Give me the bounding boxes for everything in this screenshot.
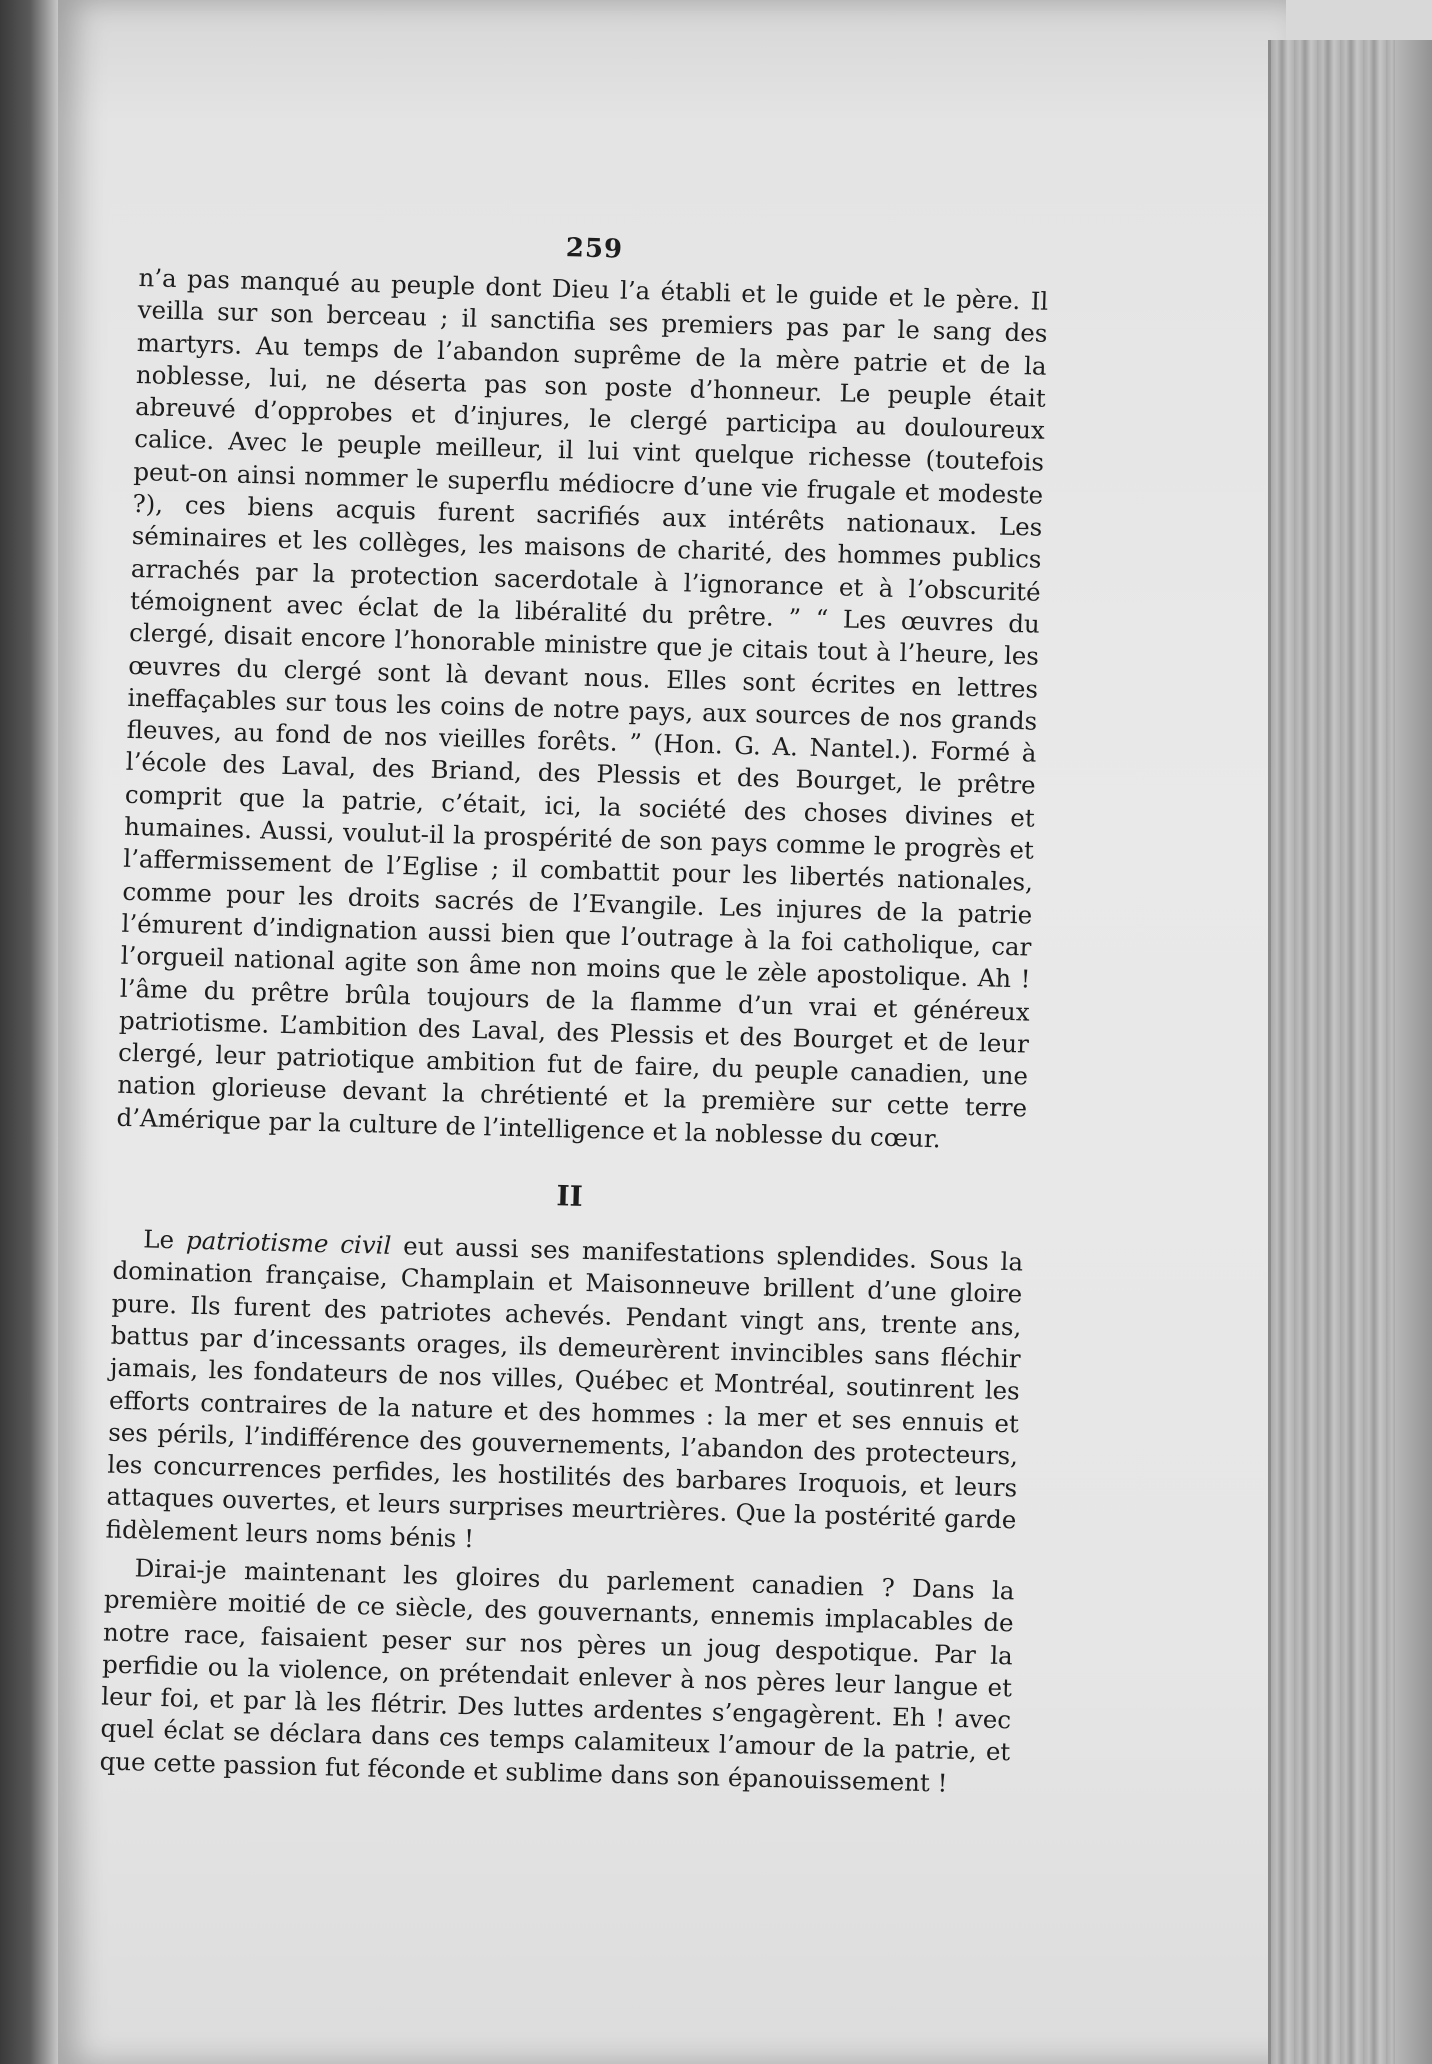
paragraph-parliament: Dirai-je maintenant les gloires du parlement canadien ? Dans la première moitié de ce siècle, des gouvernants, ennemis implacables de notre race, faisaient peser sur nos pères un joug despotique. Par la perfidie ou la violence, on prétendait enlever à nos pères leur langue et leur foi, et par là les flétrir. Des luttes ardentes s’engagèrent. Eh ! avec quel éclat se déclara dans ces temps calamiteux l’amour de la patrie, et que cette passion fut féconde et sublime dans son épanouissement ! (99, 1553, 1015, 1798)
paragraph-clergy-patriotism: n’a pas manqué au peuple dont Dieu l’a établi et le guide et le père. Il veilla sur son berceau ; il sanctifia ses premiers pas par le sang des martyrs. Au temps de l’abandon suprême de la mère patrie et de la noblesse, lui, ne déserta pas son poste d’honneur. Le peuple était abreuvé d’opprobes et d’injures, le clergé participa au douloureux calice. Avec le peuple meilleur, il lui vint quelque richesse (toutefois peut-on ainsi nommer le superflu médiocre d’une vie frugale et modeste ?), ces biens acquis furent sacrifiés aux intérêts nationaux. Les séminaires et les collèges, les maisons de charité, des hommes publics arrachés par la protection sacerdotale à l’ignorance et à l’obscurité témoignent avec éclat de la libéralité du prêtre. ” “ Les œuvres du clergé, disait encore l’honorable ministre que je citais tout à l’heure, les œuvres du clergé sont là devant nous. Elles sont écrites en lettres ineffaçables sur tous les coins de notre pays, aux sources de nos grands fleuves, au fond de nos vieilles forêts. ” (Hon. G. A. Nantel.). Formé à l’école des Laval, des Briand, des Plessis et des Bourget, le prêtre comprit que la patrie, c’était, ici, la société des choses divines et humaines. Aussi, voulut-il la prospérité de son pays comme le progrès et l’affermissement de l’Eglise ; il combattit pour les libertés nationales, comme pour les droits sacrés de l’Evangile. Les injures de la patrie l’émurent d’indignation aussi bien que l’outrage à la foi catholique, car l’orgueil national agite son âme non moins que le zèle apostolique. Ah ! l’âme du prêtre brûla toujours de la flamme d’un vrai et généreux patriotisme. L’ambition des Laval, des Plessis et des Bourget et de leur clergé, leur patriotique ambition fut de faire, du peuple canadien, une nation glorieuse devant la chrétienté et la première sur cette terre d’Amérique par la culture de l’intelligence et la noblesse du cœur. (116, 262, 1049, 1153)
paragraph-civil-patriotism (105, 1223, 1023, 1570)
page-number: 259 (565, 233, 624, 265)
page-text-block (99, 222, 1049, 1801)
paragraph-lead-text: Le (143, 1224, 187, 1255)
section-heading: II (556, 1179, 584, 1213)
book-page-edges (1268, 40, 1432, 2064)
italic-term: patriotisme civil (185, 1225, 392, 1260)
paragraph-body-text: eut aussi ses manifestations splendides. Sous la domination française, Champlain et Maisonneuve brillent d’une gloire pure. Ils furent des patriotes achevés. Pendant vingt ans, trente ans, battus par d’incessants orages, ils demeurèrent invincibles sans fléchir jamais, les fondateurs de nos villes, Québec et Montréal, soutinrent les efforts contraires de la nature et des hommes : la mer et ses ennuis et ses périls, l’indifférence des gouvernements, l’abandon des protecteurs, les concurrences perfides, les hostilités des barbares Iroquois, et leurs attaques ouvertes, et leurs surprises meurtrières. Que la postérité garde fidèlement leurs noms bénis ! (105, 1230, 1024, 1553)
